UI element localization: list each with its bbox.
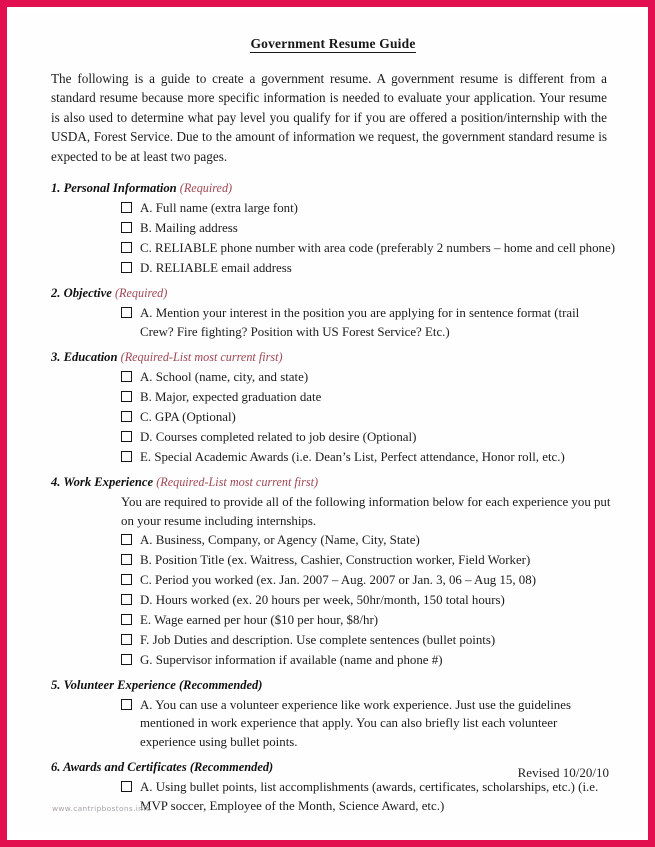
- section-annotation: (Required): [179, 181, 233, 196]
- checklist-item-label: E. Special Academic Awards (i.e. Dean’s List, Perfect attendance, Honor roll, etc.): [140, 449, 565, 464]
- checkbox-icon[interactable]: [121, 202, 132, 213]
- checklist: [51, 304, 615, 341]
- checklist-item[interactable]: [51, 631, 615, 649]
- section-work-experience: [51, 475, 615, 669]
- section-number: 3.: [51, 349, 61, 364]
- checklist-item[interactable]: [51, 304, 615, 341]
- section-volunteer-experience: [51, 678, 615, 751]
- checklist-item[interactable]: [51, 199, 615, 217]
- sections-container: [51, 181, 615, 815]
- section-number: 1.: [51, 181, 61, 196]
- checklist-item[interactable]: [51, 591, 615, 609]
- checklist-item-label: B. Major, expected graduation date: [140, 389, 322, 404]
- checklist-item[interactable]: [51, 696, 615, 751]
- section-personal-information: [51, 181, 615, 277]
- checklist-item-label: C. Period you worked (ex. Jan. 2007 – Aug. 2007 or Jan. 3, 06 – Aug 15, 08): [140, 573, 536, 587]
- checklist-item[interactable]: [51, 259, 615, 277]
- checkbox-icon[interactable]: [121, 699, 132, 710]
- checkbox-icon[interactable]: [121, 634, 132, 645]
- checklist-item[interactable]: [51, 611, 615, 629]
- checklist-item-label: A. Business, Company, or Agency (Name, City, State): [140, 533, 420, 548]
- section-lead-text: You are required to provide all of the following information below for each experience you put on your resume including internships.: [121, 495, 611, 528]
- checklist-item[interactable]: [51, 428, 615, 446]
- checklist-item-label: F. Job Duties and description. Use complete sentences (bullet points): [140, 632, 496, 647]
- checklist-item[interactable]: [51, 388, 615, 406]
- checklist: [51, 199, 615, 277]
- checkbox-icon[interactable]: [121, 654, 132, 665]
- checklist-item[interactable]: [51, 239, 615, 257]
- section-name: Work Experience: [60, 475, 157, 489]
- checklist-item-label: A. Full name (extra large font): [140, 201, 298, 216]
- section-objective: [51, 286, 615, 341]
- checkbox-icon[interactable]: [121, 554, 132, 565]
- checklist-item-label: G. Supervisor information if available (name and phone #): [140, 652, 443, 667]
- checklist-item[interactable]: [51, 408, 615, 426]
- section-heading: [51, 350, 615, 365]
- checkbox-icon[interactable]: [121, 614, 132, 625]
- checklist: [51, 696, 615, 751]
- checklist-item-label: A. School (name, city, and state): [140, 369, 309, 384]
- section-number: 6.: [51, 760, 61, 775]
- checklist: [51, 368, 615, 466]
- checklist-item-label: C. RELIABLE phone number with area code (preferably 2 numbers – home and cell phone): [140, 240, 616, 255]
- section-name: Personal Information: [60, 181, 180, 196]
- checklist-item-label: B. Mailing address: [140, 220, 238, 235]
- checklist-item-label: D. Hours worked (ex. 20 hours per week, 50hr/month, 150 total hours): [140, 592, 505, 607]
- checklist-item[interactable]: [51, 651, 615, 669]
- section-education: [51, 350, 615, 466]
- section-number: 5.: [51, 678, 61, 693]
- checkbox-icon[interactable]: [121, 574, 132, 585]
- section-number: 4.: [51, 475, 61, 489]
- revised-date: Revised 10/20/10: [517, 765, 609, 780]
- checklist-item[interactable]: [51, 448, 615, 466]
- checklist-item-label: A. Using bullet points, list accomplishments (awards, certificates, scholarships, etc.) (i.e. MVP soccer, Employee of the Month, Science Award, etc.): [140, 780, 599, 813]
- section-heading: [51, 678, 615, 693]
- checkbox-icon[interactable]: [121, 222, 132, 233]
- intro-paragraph: The following is a guide to create a government resume. A government resume is different from a standard resume because more specific information is needed to evaluate your application. Your resume is also used to determine what pay level you qualify for if you are offered a position/internship with the USDA, Forest Service. Due to the amount of information we request, the government standard resume is expected to be at least two pages.: [51, 71, 607, 164]
- checklist-item-label: A. Mention your interest in the position you are applying for in sentence format (trail Crew? Fire fighting? Position with US Forest Service? Etc.): [140, 306, 580, 339]
- checkbox-icon[interactable]: [121, 242, 132, 253]
- section-heading: [51, 475, 615, 490]
- checklist-item[interactable]: [51, 219, 615, 237]
- document-sheet: [14, 14, 641, 833]
- section-name: Objective: [60, 286, 115, 301]
- section-annotation: (Required-List most current first): [156, 475, 319, 489]
- section-heading: [51, 286, 615, 301]
- checkbox-icon[interactable]: [121, 431, 132, 442]
- checkbox-icon[interactable]: [121, 451, 132, 462]
- checkbox-icon[interactable]: [121, 594, 132, 605]
- checkbox-icon[interactable]: [121, 534, 132, 545]
- checklist-item[interactable]: [51, 368, 615, 386]
- checkbox-icon[interactable]: [121, 781, 132, 792]
- section-heading: [51, 181, 615, 196]
- checklist-item-label: D. RELIABLE email address: [140, 260, 292, 275]
- checkbox-icon[interactable]: [121, 307, 132, 318]
- section-number: 2.: [51, 286, 61, 301]
- checklist-item-label: A. You can use a volunteer experience like work experience. Just use the guidelines mentioned in work experience that apply. You can also briefly list each volunteer experience using bullet points.: [140, 698, 571, 749]
- checklist-item[interactable]: [51, 551, 615, 569]
- section-annotation: (Recommended): [189, 760, 274, 775]
- checklist-item[interactable]: [51, 531, 615, 549]
- checklist-item-label: E. Wage earned per hour ($10 per hour, $8/hr): [140, 612, 379, 627]
- checkbox-icon[interactable]: [121, 262, 132, 273]
- section-annotation: (Recommended): [179, 678, 263, 693]
- section-name: Awards and Certificates: [60, 760, 190, 775]
- checklist-item-label: D. Courses completed related to job desire (Optional): [140, 429, 417, 444]
- checklist: [51, 531, 615, 669]
- checklist-item-label: C. GPA (Optional): [140, 409, 236, 424]
- section-annotation: (Required-List most current first): [120, 349, 283, 364]
- section-annotation: (Required): [115, 286, 168, 301]
- page-title: [51, 36, 615, 53]
- section-name: Education: [60, 349, 121, 364]
- checklist-item-label: B. Position Title (ex. Waitress, Cashier, Construction worker, Field Worker): [140, 553, 531, 568]
- page-title-text: Government Resume Guide: [250, 36, 416, 51]
- checkbox-icon[interactable]: [121, 371, 132, 382]
- section-name: Volunteer Experience: [60, 678, 180, 693]
- checkbox-icon[interactable]: [121, 391, 132, 402]
- watermark: www.cantripbostons.info: [52, 804, 152, 813]
- checklist-item[interactable]: [51, 571, 615, 589]
- checkbox-icon[interactable]: [121, 411, 132, 422]
